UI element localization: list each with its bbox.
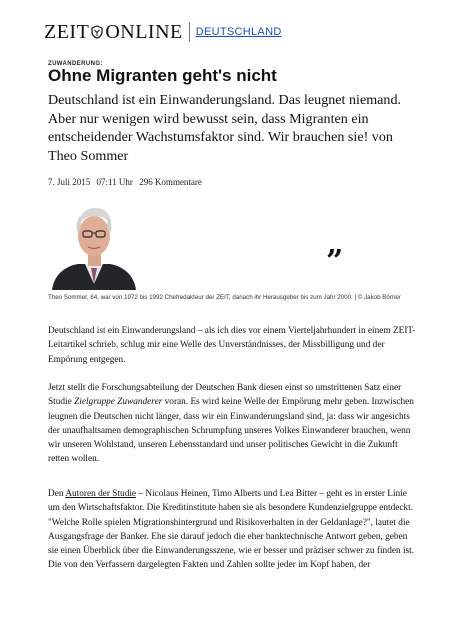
zeit-online-logo[interactable] — [44, 21, 183, 44]
paragraph-2-text-end: voran. Es wird keine Welle der Empörung mehr geben. Inzwischen leugnen die Deutschen nicht länger, dass wir ein Einwanderungsland sind, ja: dass wir angesichts der unaufhaltsamen demographischen Schrumpfung unseres Volkes Einwanderer brauchen, wenn wir unseren Wohlstand, unseren Lebensstandard und unser politisches Gewicht in die Zukunft retten wollen. — [48, 397, 414, 465]
logo-right-text: ONLINE — [105, 20, 183, 43]
article-lead: Deutschland ist ein Einwanderungsland. Das leugnet niemand. Aber nur wenigen wird bewusst sein, dass Migranten ein entscheidender Wachstumsfaktor sind. Wir brauchen sie! von Theo Sommer — [48, 92, 402, 164]
crest-icon — [90, 25, 104, 39]
author-photo — [48, 198, 140, 290]
logo-left-text: ZEIT — [44, 20, 90, 43]
masthead — [44, 20, 282, 44]
article-paragraph-1: Deutschland ist ein Einwanderungsland – als ich dies vor einem Vierteljahrhundert in einem ZEIT-Leitartikel schrieb, schlug mir eine Welle des Unverständnisses, der Missbilligung und der Empörung entgegen. — [48, 326, 416, 365]
study-authors-link[interactable]: Autoren der Studie — [65, 489, 137, 499]
article-kicker: ZUWANDERUNG: — [48, 61, 103, 67]
paragraph-2-text-start: Jetzt stellt die Forschungsabteilung der Deutschen Bank diesen einst so umstrittenen Satz einer Studie — [48, 383, 402, 408]
article-meta — [48, 177, 206, 187]
section-link-deutschland[interactable]: DEUTSCHLAND — [195, 26, 282, 38]
masthead-divider — [189, 22, 190, 42]
article-paragraph-2 — [48, 381, 418, 467]
article-date: 7. Juli 2015 — [48, 177, 91, 187]
comments-count[interactable]: 296 Kommentare — [139, 177, 202, 187]
paragraph-3-text-start: Den — [48, 489, 66, 499]
paragraph-3-text-end: – Nicolaus Heinen, Timo Alberts und Lea Bitter – geht es in erster Linie um den Wirtschaftsfaktor. Die Kreditinstitute haben sie als besondere Kundenzielgruppe entdeckt. "Welche Rolle spielen Migrationshintergrund und Risikoverhalten in der Geldanlage?", lautet die Ausgangsfrage der Banker. Ehe sie darauf jedoch die eher banktechnische Antwort geben, geben sie einen Überblick über die Einwanderungsszene, wie er besser und präziser schwer zu finden ist. Die von den Verfassern dargelegten Fakten und Zahlen sollte jeder im Kopf haben, der — [48, 489, 415, 571]
article-headline: Ohne Migranten geht's nicht — [48, 66, 277, 85]
article-paragraph-3 — [48, 487, 418, 573]
study-title: Zielgruppe Zuwanderer — [74, 397, 163, 408]
photo-caption: Theo Sommer, 84, war von 1972 bis 1992 Chefredakteur der ZEIT, danach ihr Herausgeber bis zum Jahr 2000. | © Jakob Börner — [48, 294, 401, 301]
quote-icon: ” — [326, 244, 344, 279]
article-time: 07:11 Uhr — [96, 177, 133, 187]
